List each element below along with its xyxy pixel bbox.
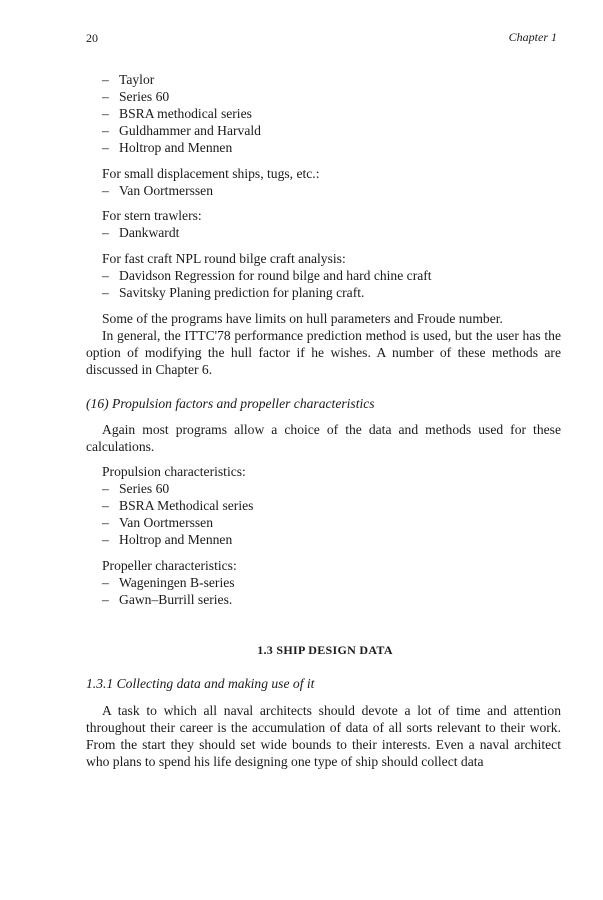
list-item: – BSRA Methodical series xyxy=(102,498,254,513)
propeller-characteristics-label: Propeller characteristics: xyxy=(102,558,237,573)
fast-craft-intro: For fast craft NPL round bilge craft analysis: xyxy=(102,251,346,266)
list-item: – Van Oortmerssen xyxy=(102,183,214,198)
small-ships-intro: For small displacement ships, tugs, etc.: xyxy=(102,166,320,181)
list-item: – Series 60 xyxy=(102,481,170,496)
list-item: – Holtrop and Mennen xyxy=(102,532,233,547)
section-paragraph: A task to which all naval architects should devote a lot of time and attention throughout their career is the accumulation of data of all sorts relevant to their work. From the start they should set wide bounds to their interests. Even a naval architect who plans to spend his life designing one type of ship should collect data xyxy=(86,703,561,769)
propulsion-heading: (16) Propulsion factors and propeller characteristics xyxy=(86,396,375,411)
list-item: – Van Oortmerssen xyxy=(102,515,214,530)
propulsion-characteristics-label: Propulsion characteristics: xyxy=(102,464,246,479)
list-item: – BSRA methodical series xyxy=(102,106,252,121)
subsection-heading: 1.3.1 Collecting data and making use of it xyxy=(86,676,315,691)
list-item: – Series 60 xyxy=(102,89,170,104)
list-item: – Davidson Regression for round bilge and hard chine craft xyxy=(102,268,432,283)
running-head: Chapter 1 xyxy=(508,30,557,44)
list-item: – Savitsky Planing prediction for planing craft. xyxy=(102,285,365,300)
list-item: – Taylor xyxy=(102,72,155,87)
propulsion-intro: Again most programs allow a choice of the data and methods used for these calculations. xyxy=(86,422,561,454)
list-item: – Gawn–Burrill series. xyxy=(102,592,233,607)
page-number: 20 xyxy=(86,31,98,45)
stern-trawlers-intro: For stern trawlers: xyxy=(102,208,202,223)
list-item: – Holtrop and Mennen xyxy=(102,140,233,155)
list-item: – Wageningen B-series xyxy=(102,575,235,590)
list-item: – Guldhammer and Harvald xyxy=(102,123,261,138)
list-item: – Dankwardt xyxy=(102,225,180,240)
section-heading: 1.3 SHIP DESIGN DATA xyxy=(257,643,393,657)
limits-sentence: Some of the programs have limits on hull parameters and Froude number. xyxy=(102,311,503,326)
ittc-paragraph: In general, the ITTC'78 performance prediction method is used, but the user has the option of modifying the hull factor if he wishes. A number of these methods are discussed in Chapter 6. xyxy=(86,328,561,377)
